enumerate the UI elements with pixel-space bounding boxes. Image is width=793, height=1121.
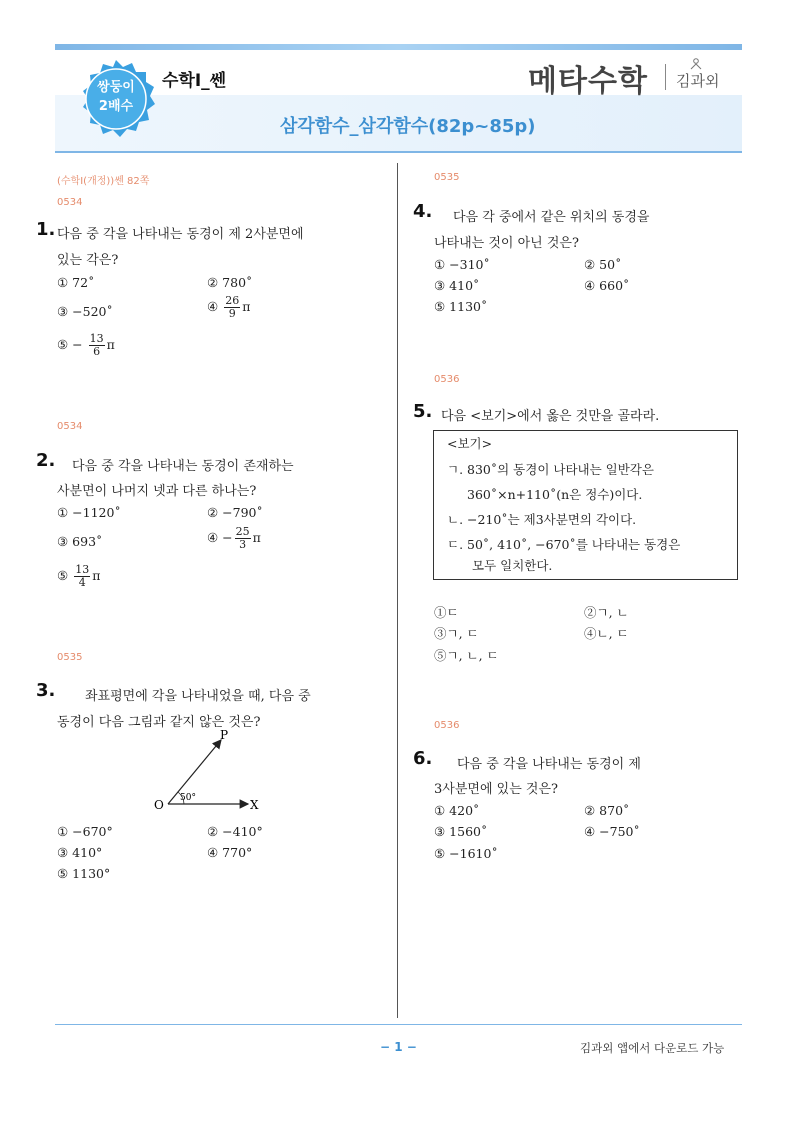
answer-option[interactable]: ③ 410˚ bbox=[434, 278, 480, 293]
option-marker: ④ bbox=[207, 299, 219, 314]
question-text: 사분면이 나머지 넷과 다른 하나는? bbox=[57, 484, 257, 499]
brand-separator bbox=[665, 64, 666, 90]
answer-option[interactable]: ③ㄱ, ㄷ bbox=[434, 626, 479, 641]
bogi-item: ㄷ. 50˚, 410˚, −670˚를 나타내는 동경은 bbox=[447, 537, 681, 552]
bogi-item: ㄱ. 830˚의 동경이 나타내는 일반각은 bbox=[447, 462, 654, 477]
answer-option[interactable]: ④ 660˚ bbox=[584, 278, 630, 293]
header-top-bar bbox=[55, 44, 742, 50]
pi-symbol: π bbox=[252, 530, 261, 545]
question-ref: 0535 bbox=[434, 172, 460, 183]
question-text: 다음 중 각을 나타내는 동경이 제 2사분면에 bbox=[57, 227, 304, 242]
question-text: 동경이 다음 그림과 같지 않은 것은? bbox=[57, 715, 261, 730]
question-number: 6. bbox=[413, 748, 433, 769]
question-text: 3사분면에 있는 것은? bbox=[434, 782, 558, 797]
fraction-denominator: 4 bbox=[78, 576, 86, 589]
bogi-title: <보기> bbox=[447, 436, 493, 451]
answer-option[interactable] bbox=[57, 564, 100, 589]
answer-option[interactable]: ①ㄷ bbox=[434, 605, 459, 620]
answer-option[interactable]: ⑤ −1610˚ bbox=[434, 846, 498, 861]
question-number: 4. bbox=[413, 201, 433, 222]
fraction bbox=[89, 333, 105, 358]
answer-option[interactable]: ② −410° bbox=[207, 824, 263, 839]
answer-option[interactable]: ② −790˚ bbox=[207, 505, 263, 520]
option-marker: ④ − bbox=[207, 530, 233, 545]
badge-text bbox=[75, 78, 157, 116]
answer-option[interactable]: ① −310˚ bbox=[434, 257, 490, 272]
question-text: 다음 <보기>에서 옳은 것만을 골라라. bbox=[441, 409, 660, 424]
question-text: 있는 각은? bbox=[57, 253, 119, 268]
question-number: 3. bbox=[36, 680, 56, 701]
answer-option[interactable]: ④ㄴ, ㄷ bbox=[584, 626, 629, 641]
question-text: 나타내는 것이 아닌 것은? bbox=[434, 236, 579, 251]
answer-option[interactable]: ④ −750˚ bbox=[584, 824, 640, 839]
question-ref: 0535 bbox=[57, 652, 83, 663]
question-number: 2. bbox=[36, 450, 56, 471]
answer-option[interactable]: ②ㄱ, ㄴ bbox=[584, 605, 629, 620]
fraction bbox=[224, 295, 240, 320]
fraction bbox=[74, 564, 90, 589]
fraction-numerator: 13 bbox=[75, 563, 90, 576]
origin-label: O bbox=[154, 798, 164, 812]
question-text: 다음 중 각을 나타내는 동경이 제 bbox=[457, 757, 641, 772]
option-marker: ⑤ bbox=[57, 568, 69, 583]
answer-option[interactable] bbox=[207, 295, 250, 320]
answer-option[interactable]: ③ 693˚ bbox=[57, 534, 103, 549]
question-ref: 0534 bbox=[57, 197, 83, 208]
brand-logo: 메타수학 bbox=[528, 64, 648, 99]
answer-option[interactable] bbox=[207, 526, 261, 551]
angle-label: 50° bbox=[180, 793, 196, 803]
fraction-numerator: 25 bbox=[235, 525, 250, 538]
answer-option[interactable]: ③ −520˚ bbox=[57, 304, 113, 319]
answer-option[interactable]: ④ 770° bbox=[207, 845, 253, 860]
source-note: (수학Ⅰ(개정))쎈 82쪽 bbox=[57, 176, 150, 187]
answer-option[interactable]: ② 50˚ bbox=[584, 257, 622, 272]
fraction-denominator: 3 bbox=[239, 538, 247, 551]
fraction-numerator: 26 bbox=[225, 294, 240, 307]
question-ref: 0534 bbox=[57, 421, 83, 432]
answer-option[interactable]: ① −670° bbox=[57, 824, 113, 839]
badge-line1: 쌍둥이 bbox=[97, 80, 135, 95]
fraction-denominator: 6 bbox=[93, 345, 101, 358]
question-ref: 0536 bbox=[434, 720, 460, 731]
brand-sub-logo: 김과외 bbox=[676, 72, 720, 90]
bogi-item: 360˚×n+110˚(n은 정수)이다. bbox=[467, 487, 643, 502]
question-text: 좌표평면에 각을 나타내었을 때, 다음 중 bbox=[85, 689, 311, 704]
answer-option[interactable] bbox=[57, 333, 115, 358]
answer-option[interactable]: ③ 410° bbox=[57, 845, 103, 860]
question-number: 5. bbox=[413, 401, 433, 422]
page-number: − 1 − bbox=[380, 1040, 417, 1054]
pi-symbol: π bbox=[106, 337, 115, 352]
answer-option[interactable]: ⑤ 1130˚ bbox=[434, 299, 488, 314]
question-text: 다음 각 중에서 같은 위치의 동경을 bbox=[453, 210, 650, 225]
question-number: 1. bbox=[36, 219, 56, 240]
footer-line bbox=[55, 1024, 742, 1025]
person-icon bbox=[689, 58, 703, 70]
footer-note: 김과외 앱에서 다운로드 가능 bbox=[580, 1041, 725, 1055]
fraction bbox=[235, 526, 251, 551]
pi-symbol: π bbox=[92, 568, 101, 583]
answer-option[interactable]: ① −1120˚ bbox=[57, 505, 121, 520]
bogi-item: 모두 일치한다. bbox=[472, 558, 553, 573]
page-title: 삼각함수_삼각함수(82p~85p) bbox=[280, 116, 536, 137]
answer-option[interactable]: ② 780˚ bbox=[207, 275, 253, 290]
fraction-numerator: 13 bbox=[89, 332, 104, 345]
badge-line2: 2배수 bbox=[98, 99, 134, 114]
answer-option[interactable]: ① 72˚ bbox=[57, 275, 95, 290]
subject-label: 수학Ⅰ_쎈 bbox=[162, 71, 227, 91]
p-label: P bbox=[220, 728, 229, 742]
angle-figure bbox=[150, 727, 270, 815]
question-ref: 0536 bbox=[434, 374, 460, 385]
answer-option[interactable]: ⑤ 1130° bbox=[57, 866, 111, 881]
question-text: 다음 중 각을 나타내는 동경이 존재하는 bbox=[72, 459, 294, 474]
column-divider bbox=[397, 163, 398, 1018]
answer-option[interactable]: ② 870˚ bbox=[584, 803, 630, 818]
fraction-denominator: 9 bbox=[228, 307, 236, 320]
answer-option[interactable]: ⑤ㄱ, ㄴ, ㄷ bbox=[434, 648, 499, 663]
answer-option[interactable]: ① 420˚ bbox=[434, 803, 480, 818]
pi-symbol: π bbox=[242, 299, 251, 314]
x-label: X bbox=[250, 798, 259, 812]
answer-option[interactable]: ③ 1560˚ bbox=[434, 824, 488, 839]
option-marker: ⑤ − bbox=[57, 337, 83, 352]
bogi-item: ㄴ. −210˚는 제3사분면의 각이다. bbox=[447, 512, 637, 527]
